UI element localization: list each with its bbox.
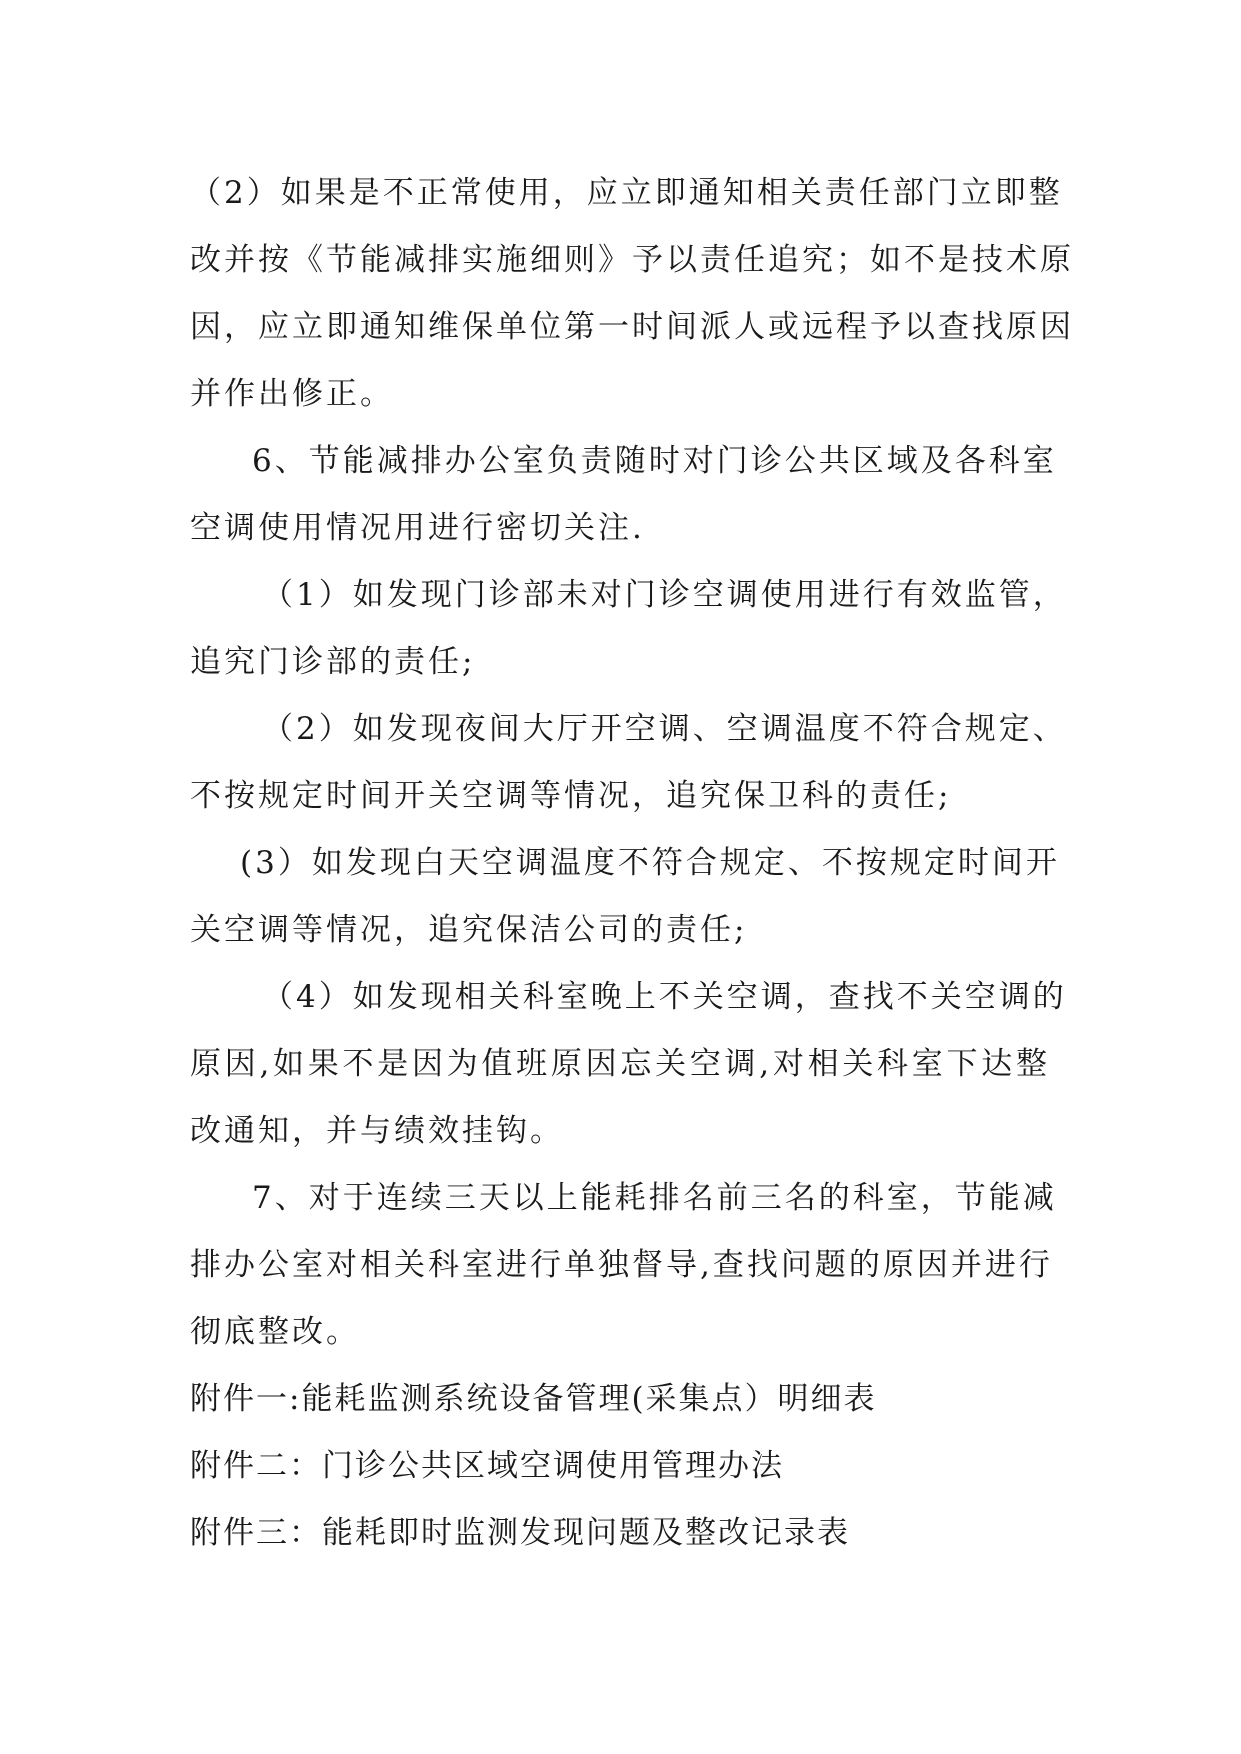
paragraph-line: （1）如发现门诊部未对门诊空调使用进行有效监管，	[262, 577, 1067, 613]
paragraph-line: 改并按《节能减排实施细则》予以责任追究；如不是技术原	[190, 242, 1074, 278]
paragraph-line: 关空调等情况，追究保洁公司的责任;	[190, 912, 748, 948]
paragraph-line: 不按规定时间开关空调等情况，追究保卫科的责任;	[190, 778, 952, 814]
paragraph-line: 并作出修正。	[190, 376, 394, 412]
paragraph-line: 7、对于连续三天以上能耗排名前三名的科室，节能减	[252, 1180, 1057, 1216]
paragraph-line: 因，应立即通知维保单位第一时间派人或远程予以查找原因	[190, 309, 1074, 345]
paragraph-line: （2）如发现夜间大厅开空调、空调温度不符合规定、	[262, 711, 1067, 747]
paragraph-line: （4）如发现相关科室晚上不关空调，查找不关空调的	[262, 979, 1067, 1015]
paragraph-line: 原因,如果不是因为值班原因忘关空调,对相关科室下达整	[190, 1046, 1050, 1082]
paragraph-line: 追究门诊部的责任;	[190, 644, 476, 680]
paragraph-line: 彻底整改。	[190, 1314, 360, 1350]
attachment-item: 附件二：门诊公共区域空调使用管理办法	[190, 1448, 784, 1484]
paragraph-line: 空调使用情况用进行密切关注.	[190, 510, 645, 546]
paragraph-line: 排办公室对相关科室进行单独督导,查找问题的原因并进行	[190, 1247, 1053, 1283]
attachment-item: 附件一:能耗监测系统设备管理(采集点）明细表	[190, 1381, 877, 1417]
paragraph-line: 6、节能减排办公室负责随时对门诊公共区域及各科室	[252, 443, 1057, 479]
attachment-item: 附件三：能耗即时监测发现问题及整改记录表	[190, 1515, 850, 1551]
paragraph-line: （2）如果是不正常使用，应立即通知相关责任部门立即整	[190, 175, 1063, 211]
document-body	[190, 160, 1074, 1567]
paragraph-line: (3）如发现白天空调温度不符合规定、不按规定时间开	[240, 845, 1060, 881]
paragraph-line: 改通知，并与绩效挂钩。	[190, 1113, 564, 1149]
